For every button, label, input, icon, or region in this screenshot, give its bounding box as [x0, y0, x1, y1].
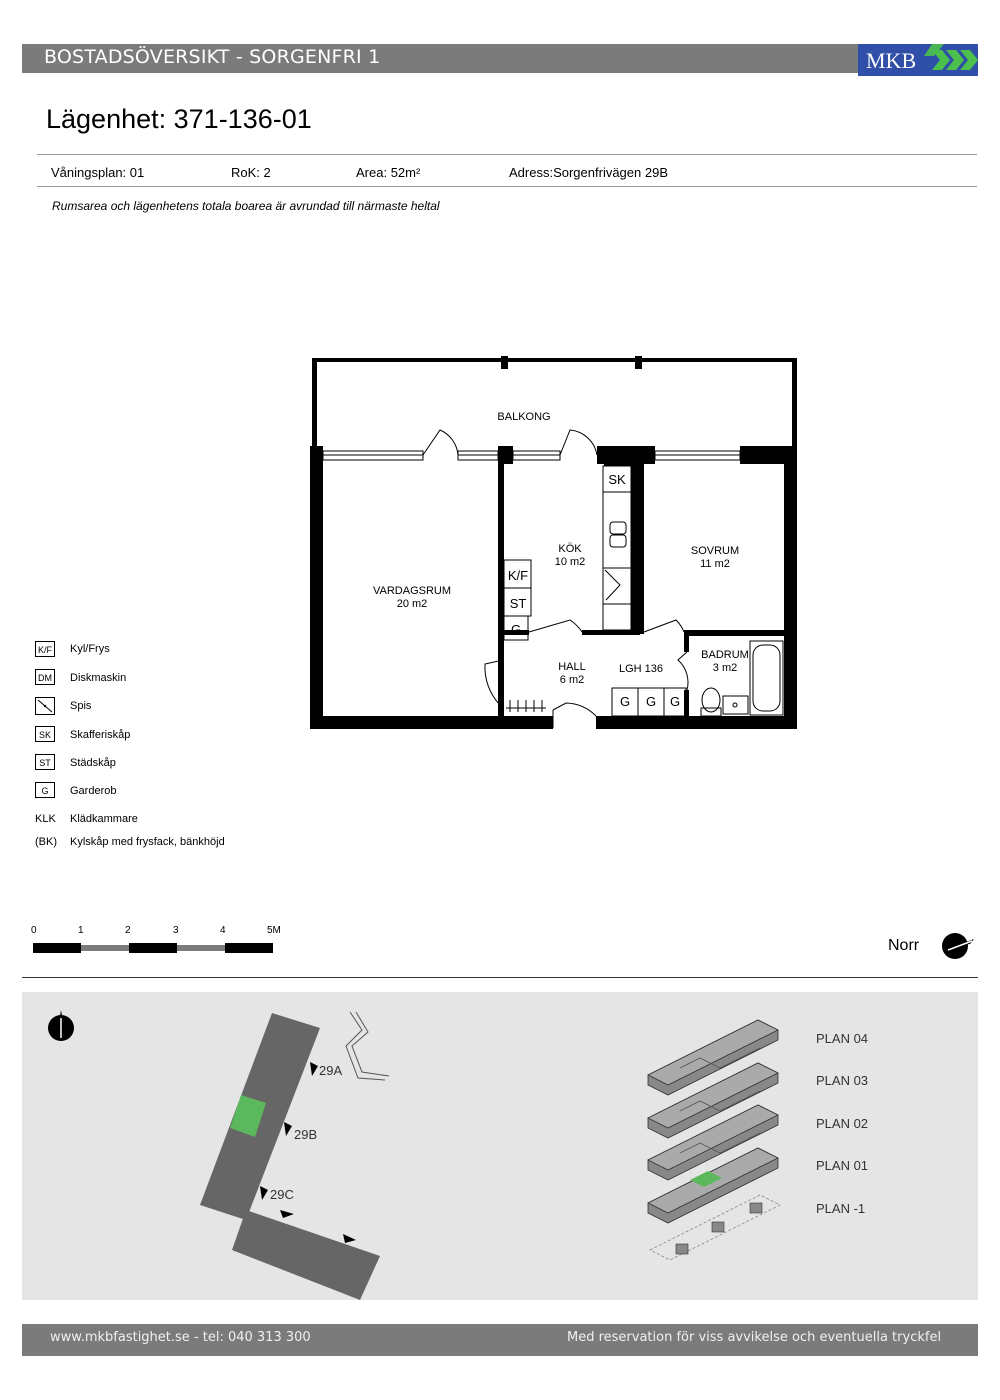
legend-label-sk: Skafferiskåp	[70, 729, 131, 741]
road-line-2	[352, 1012, 389, 1076]
section-divider	[22, 977, 978, 978]
apartment-code-label: LGH 136	[618, 663, 664, 675]
address-label: Adress:	[509, 165, 554, 180]
g-label-1: G	[619, 694, 631, 709]
mkb-logo	[858, 44, 978, 76]
legend-icon-sk: SK	[35, 726, 55, 742]
scale-tick-4: 4	[220, 925, 226, 936]
floor-value: 01	[129, 165, 145, 180]
divider-bottom	[37, 186, 977, 187]
interior-walls	[498, 448, 784, 718]
area-value: 52m²	[390, 165, 421, 180]
entrance-arrow-29a	[310, 1062, 318, 1076]
scale-tick-3: 3	[173, 925, 179, 936]
legend-icon-dm: DM	[35, 669, 55, 685]
bathroom-label: BADRUM	[701, 649, 749, 661]
title-main: BOSTADSÖVERSIKT	[44, 46, 230, 68]
legend-label-klk: Klädkammare	[70, 813, 138, 825]
plan-label-03: PLAN 03	[816, 1073, 869, 1088]
entrance-label-29a: 29A	[319, 1063, 343, 1078]
hall-label: HALL	[558, 661, 586, 673]
floor-plan	[300, 350, 800, 740]
g-label-kitchen: G	[510, 622, 522, 637]
g-label-3: G	[669, 694, 681, 709]
footer-disclaimer: Med reservation för viss avvikelse och eventuella tryckfel	[567, 1330, 942, 1345]
legend-label-g: Garderob	[70, 785, 117, 797]
footer-contact: www.mkbfastighet.se - tel: 040 313 300	[50, 1330, 311, 1345]
legend-label-spis: Spis	[70, 700, 92, 712]
kitchen-area: 10 m2	[554, 556, 586, 568]
legend-code-bk: (BK)	[35, 836, 57, 848]
hall-area: 6 m2	[559, 674, 585, 686]
info-area	[356, 165, 420, 180]
apartment-label: Lägenhet:	[46, 104, 167, 134]
balcony-railing	[312, 356, 797, 450]
legend-label-dm: Diskmaskin	[70, 672, 127, 684]
legend-icon-g: G	[35, 782, 55, 798]
area-note: Rumsarea och lägenhetens totala boarea är avrundad till närmaste heltal	[52, 199, 440, 213]
bedroom-area: 11 m2	[700, 558, 730, 570]
scale-bar	[33, 943, 273, 953]
plan-label-02: PLAN 02	[816, 1116, 869, 1131]
north-arrow-icon	[940, 930, 976, 962]
entrance-label-29c: 29C	[270, 1187, 294, 1202]
entrance-arrow-south-1	[280, 1210, 294, 1218]
plan-label-04: PLAN 04	[816, 1031, 869, 1046]
bedroom-label: SOVRUM	[690, 545, 740, 557]
document-title	[44, 46, 380, 68]
legend-code-klk: KLK	[35, 813, 56, 825]
plan-label-01: PLAN 01	[816, 1158, 869, 1173]
legend-label-bk: Kylskåp med frysfack, bänkhöjd	[70, 836, 225, 848]
rok-value: 2	[263, 165, 271, 180]
facade-windows	[323, 451, 740, 460]
hall-rack	[506, 700, 546, 712]
kitchen-counter	[603, 466, 631, 630]
building-south	[232, 1210, 380, 1300]
entrance-arrow-29c	[260, 1186, 268, 1200]
plan-stack	[648, 1020, 780, 1260]
legend-label-kf: Kyl/Frys	[70, 643, 110, 655]
info-address	[509, 165, 668, 180]
living-room-label: VARDAGSRUM	[372, 585, 452, 597]
info-floor	[51, 165, 144, 180]
st-label: ST	[509, 596, 527, 611]
scale-tick-5: 5M	[267, 925, 281, 936]
balcony-label: BALKONG	[497, 411, 551, 423]
site-compass-icon	[48, 1010, 74, 1041]
entrance-arrow-south-2	[343, 1234, 356, 1243]
bathroom-area: 3 m2	[712, 662, 738, 674]
entrance-arrow-29b	[284, 1122, 292, 1136]
sk-cabinet-label: SK	[608, 472, 626, 487]
address-value: Sorgenfrivägen 29B	[553, 165, 668, 180]
legend-icon-kf: K/F	[35, 641, 55, 657]
stove-icon	[35, 697, 55, 715]
apartment-title	[46, 104, 312, 135]
scale-tick-0: 0	[31, 925, 37, 936]
entrance-label-29b: 29B	[294, 1127, 318, 1142]
area-label: Area:	[356, 165, 388, 180]
divider-top	[37, 154, 977, 155]
apartment-number: 371-136-01	[173, 104, 312, 134]
scale-tick-2: 2	[125, 925, 131, 936]
north-label: Norr	[888, 937, 920, 954]
title-separator: -	[229, 46, 250, 68]
kitchen-label: KÖK	[558, 543, 582, 555]
rok-label: RoK:	[231, 165, 260, 180]
plan-label-minus1: PLAN -1	[816, 1201, 866, 1216]
g-label-2: G	[645, 694, 657, 709]
site-plan	[22, 992, 978, 1300]
legend-label-st: Städskåp	[70, 757, 116, 769]
floor-label: Våningsplan:	[51, 165, 127, 180]
logo-text: MKB	[866, 48, 917, 73]
scale-tick-1: 1	[78, 925, 84, 936]
info-rok	[231, 165, 271, 180]
title-sub: SORGENFRI 1	[249, 46, 381, 68]
legend-icon-st: ST	[35, 754, 55, 770]
living-room-area: 20 m2	[396, 598, 428, 610]
kf-label: K/F	[507, 568, 529, 583]
